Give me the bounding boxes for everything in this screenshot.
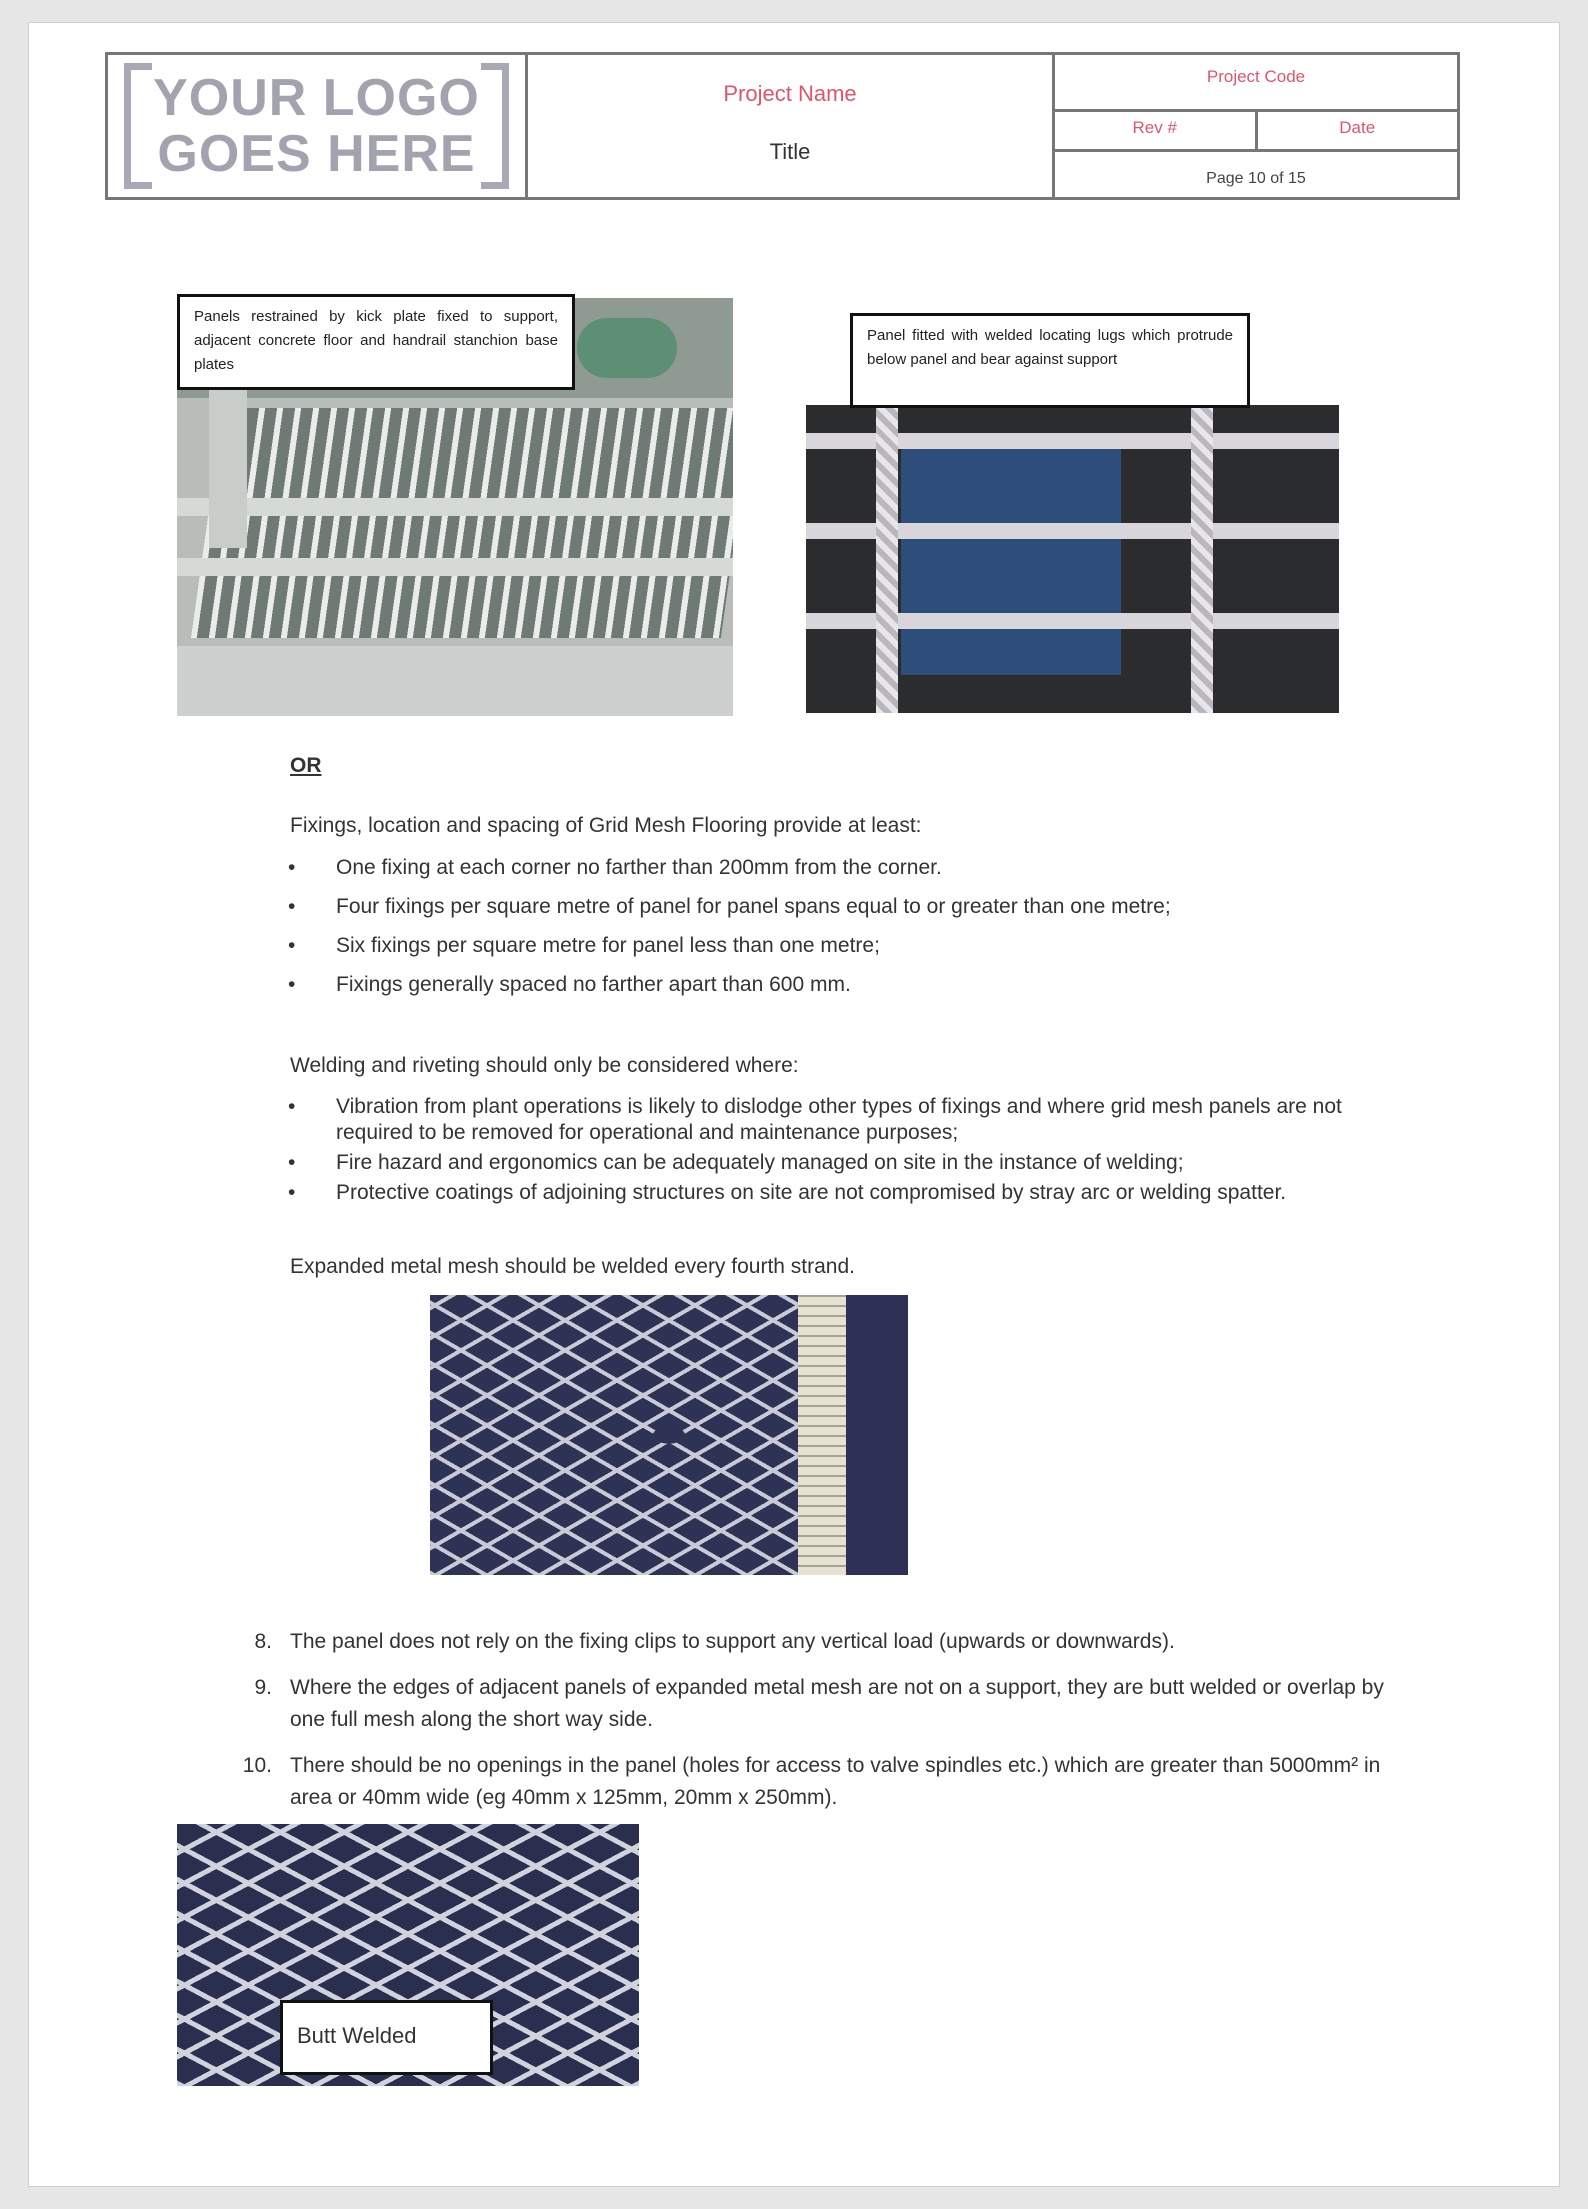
- list-number: 10.: [242, 1754, 272, 1777]
- or-heading: OR: [290, 754, 322, 777]
- lug-callout: Panel fitted with welded locating lugs which protrude below panel and bear against support: [850, 313, 1250, 408]
- butt-welded-callout: Butt Welded: [280, 2000, 493, 2075]
- list-text: There should be no openings in the panel (holes for access to valve spindles etc.) which are greater than 5000mm² in area or 40mm wide (eg 40mm x 125mm, 20mm x 250mm).: [290, 1754, 1381, 1809]
- document-title: Title: [769, 139, 811, 164]
- logo-bracket-right: [481, 63, 509, 189]
- project-name: Project Name: [723, 81, 857, 106]
- handrail-post: [209, 388, 247, 548]
- logo-placeholder: [108, 55, 528, 197]
- list-item: [240, 1672, 1400, 1736]
- list-item: • Vibration from plant operations is likely to dislodge other types of fixings and where grid mesh panels are not required to be removed for operational and maintenance purposes;: [288, 1094, 1408, 1146]
- list-item: [240, 1626, 1400, 1658]
- list-item: • One fixing at each corner no farther than 200mm from the corner.: [288, 854, 1408, 882]
- logo-bracket-left: [124, 63, 152, 189]
- twisted-bar: [876, 405, 898, 713]
- twisted-bar: [1191, 405, 1213, 713]
- grating-bars: [191, 408, 733, 638]
- list-item: • Fixings generally spaced no farther apart than 600 mm.: [288, 971, 1408, 999]
- photo-blue-object: [901, 445, 1121, 675]
- rev-date-row: [1055, 112, 1457, 152]
- list-text: Where the edges of adjacent panels of expanded metal mesh are not on a support, they are butt welded or overlap by one full mesh along the short way side.: [290, 1676, 1384, 1731]
- expanded-mesh-photo: [430, 1295, 908, 1575]
- locating-lug-photo: [806, 405, 1339, 713]
- logo-text: [153, 70, 480, 182]
- list-number: 8.: [254, 1630, 272, 1653]
- concrete-floor: [177, 646, 733, 716]
- list-number: 9.: [254, 1676, 272, 1699]
- list-item: • Six fixings per square metre for panel less than one metre;: [288, 932, 1408, 960]
- photo-green-object: [577, 318, 677, 378]
- header-meta-cell: [1055, 55, 1457, 197]
- page-number: Page 10 of 15: [1206, 170, 1306, 187]
- list-item: • Protective coatings of adjoining structures on site are not compromised by stray arc or welding spatter.: [288, 1180, 1408, 1206]
- ruler: [798, 1295, 846, 1575]
- grating-crossbar: [177, 498, 733, 516]
- document-header: [105, 52, 1460, 200]
- grating-callout: Panels restrained by kick plate fixed to support, adjacent concrete floor and handrail stanchion base plates: [177, 294, 575, 390]
- header-project-cell: [528, 55, 1055, 197]
- expanded-mesh-note: Expanded metal mesh should be welded every fourth strand.: [290, 1255, 856, 1278]
- project-code: Project Code: [1055, 55, 1457, 112]
- fixings-list: [288, 854, 1408, 1010]
- date: Date: [1339, 118, 1376, 137]
- logo-line-1: YOUR LOGO: [153, 69, 480, 127]
- rev-number: Rev #: [1055, 112, 1258, 149]
- list-item: [240, 1750, 1400, 1814]
- logo-line-2: GOES HERE: [157, 125, 476, 183]
- grating-crossbar: [177, 558, 733, 576]
- mesh-edge-strip: [846, 1295, 908, 1575]
- fixings-intro: Fixings, location and spacing of Grid Mesh Flooring provide at least:: [290, 814, 922, 837]
- list-item: • Fire hazard and ergonomics can be adequately managed on site in the instance of welding;: [288, 1150, 1408, 1176]
- welding-intro: Welding and riveting should only be considered where:: [290, 1054, 799, 1077]
- numbered-list: [240, 1626, 1400, 1828]
- list-item: • Four fixings per square metre of panel for panel spans equal to or greater than one metre;: [288, 893, 1408, 921]
- welding-list: [288, 1094, 1408, 1210]
- list-text: The panel does not rely on the fixing clips to support any vertical load (upwards or downwards).: [290, 1630, 1175, 1653]
